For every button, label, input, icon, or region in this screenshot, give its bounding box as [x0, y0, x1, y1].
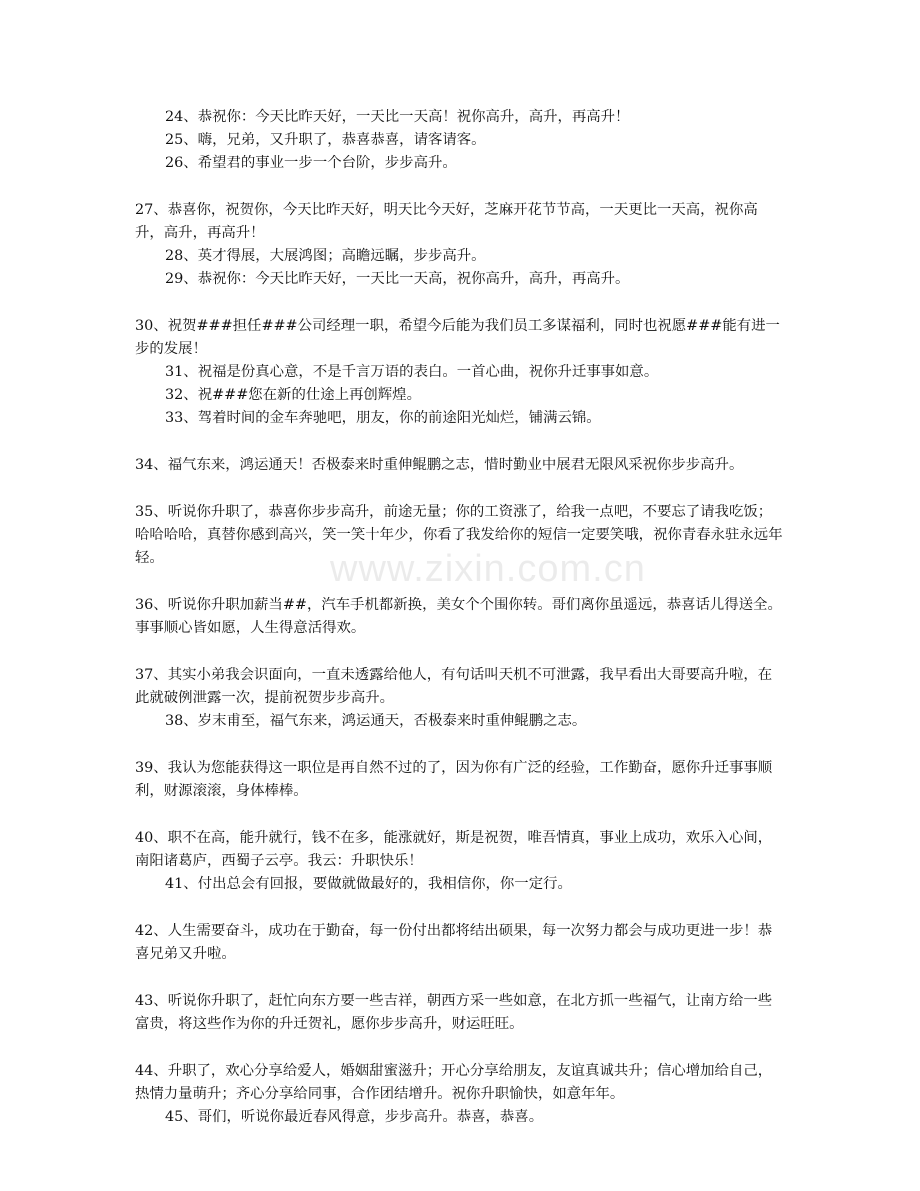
paragraph: 42、人生需要奋斗，成功在于勤奋，每一份付出都将结出硕果，每一次努力都会与成功更进一步！恭喜兄弟又升啦。 [135, 923, 773, 962]
paragraph: 27、恭喜你，祝贺你，今天比昨天好，明天比今天好，芝麻开花节节高，一天更比一天高，祝你高升，高升，再高升！ [135, 202, 758, 241]
paragraph: 30、祝贺###担任###公司经理一职，希望今后能为我们员工多谋福利，同时也祝愿###能有进一步的发展！ [135, 318, 780, 357]
paragraph: 41、付出总会有回报，要做就做最好的，我相信你，你一定行。 [165, 876, 572, 892]
paragraph: 38、岁末甫至，福气东来，鸿运通天，否极泰来时重伸鲲鹏之志。 [165, 713, 587, 729]
paragraph: 33、驾着时间的金车奔驰吧，朋友，你的前途阳光灿烂，铺满云锦。 [165, 410, 601, 426]
paragraph: 26、希望君的事业一步一个台阶，步步高升。 [165, 155, 457, 171]
paragraph: 43、听说你升职了，赶忙向东方要一些吉祥，朝西方采一些如意，在北方抓一些福气，让南方给一些富贵，将这些作为你的升迁贺礼，愿你步步高升，财运旺旺。 [135, 993, 773, 1032]
paragraph: 40、职不在高，能升就行，钱不在多，能涨就好，斯是祝贺，唯吾情真，事业上成功，欢乐入心间，南阳诸葛庐，西蜀子云亭。我云：升职快乐！ [135, 830, 773, 869]
document-body [135, 106, 785, 1129]
paragraph: 29、恭祝你：今天比昨天好，一天比一天高，祝你高升，高升，再高升。 [165, 271, 630, 287]
paragraph: 34、福气东来，鸿运通天！否极泰来时重伸鲲鹏之志，惜时勤业中展君无限风采祝你步步高升。 [135, 457, 744, 473]
paragraph: 39、我认为您能获得这一职位是再自然不过的了，因为你有广泛的经验，工作勤奋，愿你升迁事事顺利，财源滚滚，身体棒棒。 [135, 760, 773, 799]
paragraph: 31、祝福是份真心意，不是千言万语的表白。一首心曲，祝你升迁事事如意。 [165, 364, 659, 380]
paragraph: 44、升职了，欢心分享给爱人，婚姻甜蜜滋升；开心分享给朋友，友谊真诚共升；信心增加给自己，热情力量萌升；齐心分享给同事，合作团结增升。祝你升职愉快，如意年年。 [135, 1063, 773, 1102]
paragraph: 32、祝###您在新的仕途上再创辉煌。 [165, 387, 421, 403]
paragraph: 25、嗨，兄弟，又升职了，恭喜恭喜，请客请客。 [165, 132, 486, 148]
watermark: www.zixin.com.cn [330, 548, 646, 590]
paragraph: 36、听说你升职加薪当##，汽车手机都新换，美女个个围你转。哥们离你虽遥远，恭喜话儿得送全。事事顺心皆如愿，人生得意活得欢。 [135, 597, 782, 636]
paragraph: 37、其实小弟我会识面向，一直未透露给他人，有句话叫天机不可泄露，我早看出大哥要高升啦，在此就破例泄露一次，提前祝贺步步高升。 [135, 667, 773, 706]
paragraph: 45、哥们，听说你最近春风得意，步步高升。恭喜，恭喜。 [165, 1109, 544, 1125]
paragraph: 35、听说你升职了，恭喜你步步高升，前途无量；你的工资涨了，给我一点吧，不要忘了请我吃饭；哈哈哈哈，真替你感到高兴，笑一笑十年少，你看了我发给你的短信一定要笑哦，祝你青春永驻永远年轻。 [135, 504, 783, 566]
paragraph: 28、英才得展，大展鸿图；高瞻远瞩，步步高升。 [165, 248, 486, 264]
paragraph: 24、恭祝你：今天比昨天好，一天比一天高！祝你高升，高升，再高升！ [165, 109, 630, 125]
